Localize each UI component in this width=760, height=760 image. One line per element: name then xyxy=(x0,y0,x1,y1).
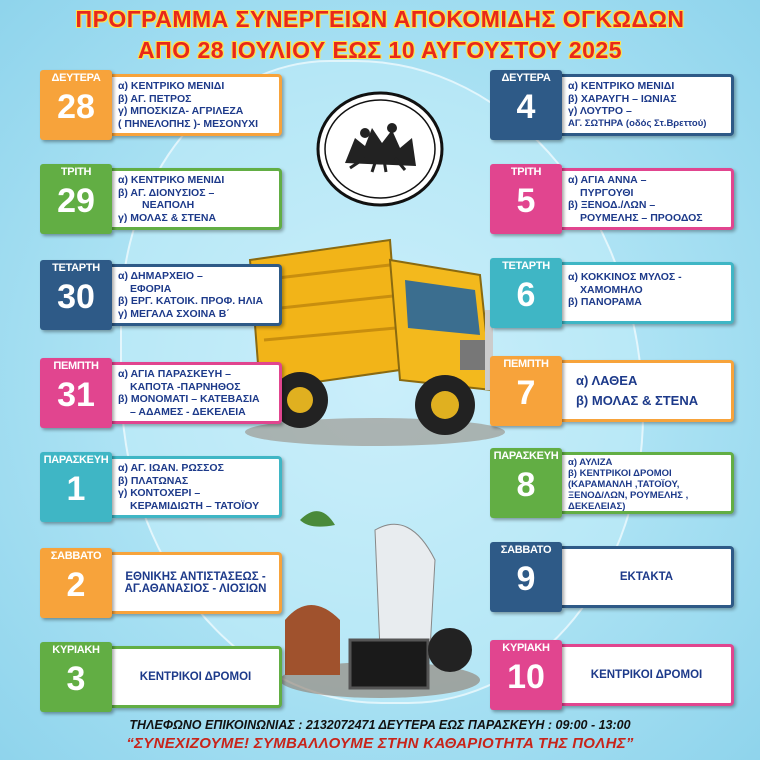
area-line: β) ΑΓ. ΔΙΟΝΥΣΙΟΣ – xyxy=(118,186,215,199)
area-line: β) ΑΓ. ΠΕΤΡΟΣ xyxy=(118,92,192,105)
area-line: ΑΓ.ΑΘΑΝΑΣΙΟΣ - ΛΙΟΣΙΩΝ xyxy=(124,583,267,595)
day-number: 29 xyxy=(57,182,95,220)
areas-list xyxy=(112,552,282,614)
municipality-logo xyxy=(310,88,450,210)
schedule-card-5 xyxy=(490,164,734,234)
area-line: α) ΚΕΝΤΡΙΚΟ ΜΕΝΙΔΙ xyxy=(568,80,675,92)
area-line: ΡΟΥΜΕΛΗΣ – ΠΡΟΟΔΟΣ xyxy=(580,211,703,224)
day-name: ΚΥΡΙΑΚΗ xyxy=(52,644,100,656)
day-number: 31 xyxy=(57,376,95,414)
area-line: γ) ΜΕΓΑΛΑ ΣΧΟΙΝΑ Β΄ xyxy=(118,307,230,320)
day-name: ΚΥΡΙΑΚΗ xyxy=(502,642,550,654)
schedule-card-31 xyxy=(40,358,282,428)
day-badge xyxy=(40,164,112,234)
day-badge xyxy=(40,548,112,618)
area-line: β) ΠΑΝΟΡΑΜΑ xyxy=(568,296,642,308)
day-badge xyxy=(40,70,112,140)
area-line: ΠΥΡΓΟΥΘΙ xyxy=(580,186,634,199)
day-name: ΔΕΥΤΕΡΑ xyxy=(51,72,101,84)
title-line-2: ΑΠΟ 28 ΙΟΥΛΙΟΥ ΕΩΣ 10 ΑΥΓΟΥΣΤΟΥ 2025 xyxy=(137,37,623,63)
day-badge xyxy=(40,358,112,428)
day-name: ΤΡΙΤΗ xyxy=(510,166,542,178)
schedule-card-2 xyxy=(40,548,282,618)
day-number: 28 xyxy=(57,88,95,126)
area-line: α) ΚΕΝΤΡΙΚΟ ΜΕΝΙΔΙ xyxy=(118,174,225,186)
area-line: ΚΕΡΑΜΙΔΙΩΤΗ – ΤΑΤΟΪΟΥ xyxy=(130,499,260,512)
day-badge xyxy=(40,452,112,522)
area-line: γ) ΚΟΝΤΟΧΕΡΙ – xyxy=(118,487,201,499)
area-line: β) ΠΛΑΤΩΝΑΣ xyxy=(118,474,189,487)
day-badge xyxy=(40,642,112,712)
area-line: β) ΜΟΛΑΣ & ΣΤΕΝΑ xyxy=(576,393,699,408)
title-line-1: ΠΡΟΓΡΑΜΜΑ ΣΥΝΕΡΓΕΙΩΝ ΑΠΟΚΟΜΙΔΗΣ ΟΓΚΩΔΩΝ xyxy=(75,6,685,32)
area-line: ΕΚΤΑΚΤΑ xyxy=(619,570,674,583)
areas-list xyxy=(112,362,282,424)
day-badge xyxy=(490,70,562,140)
areas-list xyxy=(562,360,734,422)
day-name: ΤΡΙΤΗ xyxy=(60,166,92,178)
areas-list xyxy=(562,74,734,136)
day-number: 7 xyxy=(516,374,536,412)
slogan: “ΣΥΝΕΧΙΖΟΥΜΕ! ΣΥΜΒΑΛΛΟΥΜΕ ΣΤΗΝ ΚΑΘΑΡΙΟΤΗΤΑ ΤΗΣ ΠΟΛΗΣ” xyxy=(126,735,634,752)
day-badge xyxy=(490,258,562,328)
day-badge xyxy=(490,448,562,518)
area-line: ΚΑΠΟΤΑ -ΠΑΡΝΗΘΟΣ xyxy=(130,380,241,393)
day-badge xyxy=(40,260,112,330)
day-number: 1 xyxy=(66,470,86,508)
day-name: ΣΑΒΒΑΤΟ xyxy=(50,550,102,562)
schedule-card-10 xyxy=(490,640,734,710)
area-line: γ) ΜΠΟΣΚΙΖΑ- ΑΓΡΙΛΕΖΑ xyxy=(118,105,244,117)
area-line: ΑΓ. ΣΩΤΗΡΑ (οδός Στ.Βρεττού) xyxy=(568,117,707,129)
area-line: ΚΕΝΤΡΙΚΟΙ ΔΡΟΜΟΙ xyxy=(139,670,252,683)
area-line: α) ΛΑΘΕΑ xyxy=(576,373,638,388)
area-line: γ) ΜΟΛΑΣ & ΣΤΕΝΑ xyxy=(118,211,217,224)
bulky-waste-pile-illustration xyxy=(280,500,480,700)
area-line: α) ΑΥΛΙΖΑ xyxy=(568,457,613,468)
day-name: ΠΕΜΠΤΗ xyxy=(53,360,99,372)
area-line: α) ΑΓΙΑ ΠΑΡΑΣΚΕΥΗ – xyxy=(118,368,231,380)
areas-list xyxy=(112,74,282,136)
area-line: ΕΦΟΡΙΑ xyxy=(130,282,172,295)
areas-list xyxy=(112,264,282,326)
area-line: α) ΚΟΚΚΙΝΟΣ ΜΥΛΟΣ - xyxy=(568,271,682,283)
area-line: α) ΚΕΝΤΡΙΚΟ ΜΕΝΙΔΙ xyxy=(118,80,225,92)
areas-list xyxy=(562,644,734,706)
area-line: (ΚΑΡΑΜΑΝΛΗ ,ΤΑΤΟΪΟΥ, xyxy=(568,479,680,490)
day-name: ΔΕΥΤΕΡΑ xyxy=(501,72,551,84)
schedule-card-29 xyxy=(40,164,282,234)
area-line: ΔΕΚΕΛΕΙΑΣ) xyxy=(568,501,626,512)
area-line: – ΑΔΑΜΕΣ - ΔΕΚΕΛΕΙΑ xyxy=(130,405,246,418)
day-name: ΤΕΤΑΡΤΗ xyxy=(52,262,100,274)
day-number: 30 xyxy=(57,278,95,316)
day-number: 5 xyxy=(516,182,536,220)
areas-list xyxy=(562,262,734,324)
areas-list xyxy=(112,456,282,518)
schedule-card-7 xyxy=(490,356,734,426)
schedule-card-6 xyxy=(490,258,734,328)
schedule-card-1 xyxy=(40,452,282,522)
area-line: α) ΔΗΜΑΡΧΕΙΟ – xyxy=(118,270,203,282)
day-name: ΠΕΜΠΤΗ xyxy=(503,358,549,370)
schedule-card-9 xyxy=(490,542,734,612)
area-line: β) ΕΡΓ. ΚΑΤΟΙΚ. ΠΡΟΦ. ΗΛΙΑ xyxy=(118,295,264,307)
area-line: α) ΑΓΙΑ ΑΝΝΑ – xyxy=(568,174,647,186)
area-line: β) ΞΕΝΟΔ./ΛΩΝ – xyxy=(568,199,656,211)
areas-list xyxy=(562,168,734,230)
area-line: ΞΕΝΟΔ/ΛΩΝ, ΡΟΥΜΕΛΗΣ , xyxy=(568,490,689,501)
day-number: 2 xyxy=(66,566,86,604)
area-line: ( ΠΗΝΕΛΟΠΗΣ )- ΜΕΣΟΝΥΧΙ xyxy=(118,117,259,130)
area-line: β) ΚΕΝΤΡΙΚΟΙ ΔΡΟΜΟΙ xyxy=(568,468,672,479)
areas-list xyxy=(112,646,282,708)
day-name: ΠΑΡΑΣΚΕΥΗ xyxy=(43,454,109,466)
area-line: β) ΜΟΝΟΜΑΤΙ – ΚΑΤΕΒΑΣΙΑ xyxy=(118,393,260,405)
day-name: ΤΕΤΑΡΤΗ xyxy=(502,260,550,272)
day-badge xyxy=(490,640,562,710)
day-number: 4 xyxy=(516,88,536,126)
day-badge xyxy=(490,542,562,612)
area-line: ΝΕΑΠΟΛΗ xyxy=(142,199,195,211)
day-name: ΣΑΒΒΑΤΟ xyxy=(500,544,552,556)
contact-phone-line: ΤΗΛΕΦΩΝΟ ΕΠΙΚΟΙΝΩΝΙΑΣ : 2132072471 ΔΕΥΤΕΡΑ ΕΩΣ ΠΑΡΑΣΚΕΥΗ : 09:00 - 13:00 xyxy=(129,718,631,732)
areas-list xyxy=(112,168,282,230)
areas-list xyxy=(562,546,734,608)
area-line: ΚΕΝΤΡΙΚΟΙ ΔΡΟΜΟΙ xyxy=(590,668,703,681)
day-number: 6 xyxy=(516,276,536,314)
area-line: γ) ΛΟΥΤΡΟ – xyxy=(568,105,632,117)
schedule-card-30 xyxy=(40,260,282,330)
day-number: 8 xyxy=(516,466,536,504)
areas-list xyxy=(562,452,734,514)
schedule-card-3 xyxy=(40,642,282,712)
area-line: ΕΘΝΙΚΗΣ ΑΝΤΙΣΤΑΣΕΩΣ - xyxy=(125,570,266,583)
schedule-card-8 xyxy=(490,448,734,518)
day-name: ΠΑΡΑΣΚΕΥΗ xyxy=(493,450,559,462)
day-number: 9 xyxy=(516,560,536,598)
area-line: β) ΧΑΡΑΥΓΗ – ΙΩΝΙΑΣ xyxy=(568,92,677,105)
day-badge xyxy=(490,164,562,234)
schedule-card-28 xyxy=(40,70,282,140)
day-badge xyxy=(490,356,562,426)
day-number: 10 xyxy=(507,658,545,696)
area-line: ΧΑΜΟΜΗΛΟ xyxy=(580,283,643,296)
day-number: 3 xyxy=(66,660,86,698)
schedule-card-4 xyxy=(490,70,734,140)
area-line: α) ΑΓ. ΙΩΑΝ. ΡΩΣΣΟΣ xyxy=(118,462,224,474)
